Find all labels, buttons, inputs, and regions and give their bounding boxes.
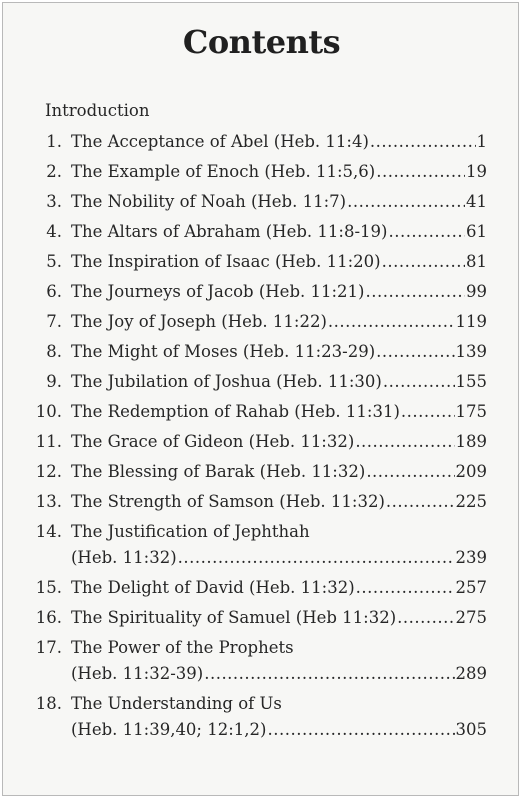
toc-entry <box>3 397 520 427</box>
toc-entry-number: 17. <box>35 638 62 657</box>
toc-entry-title: The Justification of Jephthah <box>71 522 310 541</box>
toc-entry-title: The Jubilation of Joshua (Heb. 11:30) <box>71 372 382 391</box>
toc-page-number: 189 <box>455 432 487 451</box>
toc-entry-number: 18. <box>35 694 62 713</box>
toc-entry <box>3 247 520 277</box>
toc-entry-title: The Might of Moses (Heb. 11:23-29) <box>71 342 376 361</box>
toc-dot-leader <box>355 427 454 457</box>
toc-entry-title: The Grace of Gideon (Heb. 11:32) <box>71 432 355 451</box>
toc-dot-leader <box>401 397 455 427</box>
toc-dot-leader <box>370 127 476 157</box>
toc-entry-number: 4. <box>46 222 62 241</box>
toc-entry <box>3 633 520 689</box>
toc-dot-leader <box>386 487 455 517</box>
toc-entry-title: The Redemption of Rahab (Heb. 11:31) <box>71 402 400 421</box>
toc-entry-number: 8. <box>46 342 62 361</box>
page-title: Contents <box>182 23 341 61</box>
toc-entry <box>3 427 520 457</box>
toc-entry-reference: (Heb. 11:32) <box>71 548 177 567</box>
toc-dot-leader <box>376 157 465 187</box>
toc-dot-leader <box>178 543 455 573</box>
toc-entry-line <box>71 307 487 337</box>
toc-entry <box>3 367 520 397</box>
toc-entry-line <box>71 367 487 397</box>
toc-entry-number: 14. <box>35 522 62 541</box>
toc-entry <box>3 689 520 745</box>
toc-page-number: 209 <box>455 462 487 481</box>
toc-entry-line <box>71 457 487 487</box>
toc-entry-number: 5. <box>46 252 62 271</box>
toc-entry-line <box>71 397 487 427</box>
toc-entry-second-line <box>71 659 487 689</box>
toc-page-number: 225 <box>455 492 487 511</box>
toc-page-number: 61 <box>466 222 487 241</box>
toc-entry-number: 6. <box>46 282 62 301</box>
toc-page-number: 175 <box>455 402 487 421</box>
toc-page-number: 289 <box>455 664 487 683</box>
toc-entry <box>3 603 520 633</box>
toc-dot-leader <box>376 337 454 367</box>
toc-entry <box>3 487 520 517</box>
toc-entry-title: The Altars of Abraham (Heb. 11:8-19) <box>71 222 388 241</box>
toc-entry-title: The Strength of Samson (Heb. 11:32) <box>71 492 385 511</box>
toc-entry-title: The Power of the Prophets <box>71 638 294 657</box>
toc-entry <box>3 307 520 337</box>
toc-entry <box>3 277 520 307</box>
toc-entry-title: The Spirituality of Samuel (Heb 11:32) <box>71 608 397 627</box>
toc-page-number: 19 <box>466 162 487 181</box>
toc-entry-number: 1. <box>46 132 62 151</box>
toc-entry <box>3 217 520 247</box>
toc-entry-title: The Understanding of Us <box>71 694 282 713</box>
toc-entry-number: 15. <box>35 578 62 597</box>
toc-dot-leader <box>366 457 454 487</box>
toc-entry <box>3 517 520 573</box>
toc-entry-second-line <box>71 543 487 573</box>
toc-entry-line <box>71 277 487 307</box>
toc-entry-number: 10. <box>35 402 62 421</box>
toc-entry <box>3 187 520 217</box>
toc-entry-line <box>71 487 487 517</box>
toc-dot-leader <box>365 277 465 307</box>
toc-page-number: 41 <box>466 192 487 211</box>
toc-entry-reference: (Heb. 11:32-39) <box>71 664 204 683</box>
toc-page-number: 257 <box>455 578 487 597</box>
toc-dot-leader <box>328 307 455 337</box>
toc-entry-number: 7. <box>46 312 62 331</box>
toc-introduction: Introduction <box>45 101 150 120</box>
toc-page-number: 81 <box>466 252 487 271</box>
toc-entry-line <box>71 573 487 603</box>
toc-entry-title: The Nobility of Noah (Heb. 11:7) <box>71 192 347 211</box>
toc-entry <box>3 127 520 157</box>
toc-entry-title: The Delight of David (Heb. 11:32) <box>71 578 355 597</box>
toc-entry-line <box>71 247 487 277</box>
toc-dot-leader <box>397 603 454 633</box>
toc-entry-title: The Inspiration of Isaac (Heb. 11:20) <box>71 252 381 271</box>
toc-entry-title: The Journeys of Jacob (Heb. 11:21) <box>71 282 365 301</box>
toc-page-number: 99 <box>466 282 487 301</box>
toc-entry-number: 12. <box>35 462 62 481</box>
toc-entry-line <box>71 427 487 457</box>
toc-entry-number: 3. <box>46 192 62 211</box>
toc-dot-leader <box>267 715 454 745</box>
toc-entry-number: 2. <box>46 162 62 181</box>
toc-entry-line <box>71 603 487 633</box>
toc-entry-title: The Acceptance of Abel (Heb. 11:4) <box>71 132 369 151</box>
toc-entry-number: 13. <box>35 492 62 511</box>
toc-entry <box>3 573 520 603</box>
table-of-contents <box>3 127 520 745</box>
toc-entry-title: The Joy of Joseph (Heb. 11:22) <box>71 312 327 331</box>
toc-page-number: 155 <box>455 372 487 391</box>
toc-page-number: 239 <box>455 548 487 567</box>
toc-entry <box>3 157 520 187</box>
toc-page-number: 275 <box>455 608 487 627</box>
toc-entry-line <box>71 127 487 157</box>
toc-dot-leader <box>356 573 455 603</box>
toc-entry-line <box>71 217 487 247</box>
toc-entry <box>3 337 520 367</box>
toc-dot-leader <box>388 217 465 247</box>
toc-entry-title: The Blessing of Barak (Heb. 11:32) <box>71 462 366 481</box>
toc-dot-leader <box>347 187 465 217</box>
toc-page-number: 305 <box>455 720 487 739</box>
toc-entry-line <box>71 157 487 187</box>
toc-entry-reference: (Heb. 11:39,40; 12:1,2) <box>71 720 267 739</box>
toc-page-number: 139 <box>455 342 487 361</box>
toc-entry-number: 16. <box>35 608 62 627</box>
toc-entry-title: The Example of Enoch (Heb. 11:5,6) <box>71 162 376 181</box>
toc-dot-leader <box>382 247 465 277</box>
toc-entry-line <box>71 187 487 217</box>
toc-entry-number: 11. <box>35 432 62 451</box>
toc-entry-line <box>71 337 487 367</box>
toc-dot-leader <box>383 367 455 397</box>
toc-page-number: 1 <box>476 132 487 151</box>
book-page <box>2 2 519 796</box>
toc-entry-number: 9. <box>46 372 62 391</box>
toc-entry <box>3 457 520 487</box>
toc-dot-leader <box>204 659 454 689</box>
toc-entry-second-line <box>71 715 487 745</box>
toc-page-number: 119 <box>455 312 487 331</box>
